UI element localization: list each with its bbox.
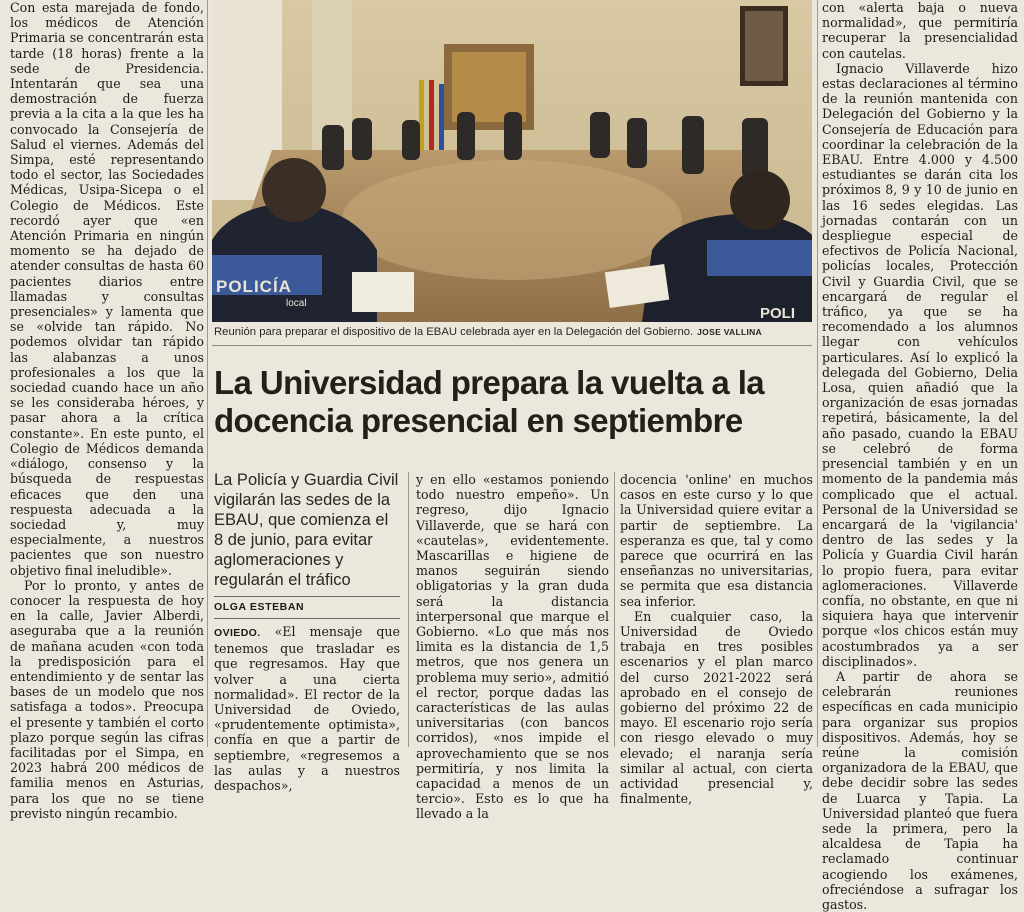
caption-rule <box>212 345 812 346</box>
article-col1-text: «El mensaje que tenemos que trasladar es que regresamos. Hay que volver a una cierta normalidad». El rector de la Universidad de Oviedo, «prudentemente optimista», confía en que a partir de septiembre, «regresemos a las aulas y a nuestros despachos», <box>214 624 400 794</box>
article-col2-paragraph-1: y en ello «estamos poniendo todo nuestro empeño». Un regreso, dijo Ignacio Villaverde, que se hará con «cautelas», evidentemente. Mascarillas e higiene de manos seguirán siendo obligatorias y la gran duda será la distancia interpersonal que marque el Gobierno. «Lo que más nos limita es la distancia de 1,5 metros, que nos genera un problema muy serio», admitió el rector, porque dadas las características de las aulas universitarias (con bancos corridos), «nos impide el aprovechamiento que se nos permitiría, y nos limita la capacidad a menos de un tercio». Esto es lo que ha llevado a la <box>416 472 609 822</box>
column-divider-article-2 <box>614 472 615 747</box>
vest-label-right: POLI <box>760 305 796 322</box>
article-headline: La Universidad prepara la vuelta a la docencia presencial en septiembre <box>214 364 765 439</box>
meeting-room-illustration <box>212 0 812 322</box>
article-subhead: La Policía y Guardia Civil vigilarán las sedes de la EBAU, que comienza el 8 de junio, para evitar aglomeraciones y regularán el tráfico <box>214 471 399 589</box>
left-article-column <box>10 0 204 821</box>
article-column-1 <box>214 624 400 794</box>
article-col3-paragraph-1: docencia 'online' en muchos casos en este curso y lo que la Universidad quiere evitar a partir de septiembre. La esperanza es que, tal y como parece que ocurrirá en las enseñanzas no universitarias, se permita que esa distancia sea inferior. <box>620 472 813 609</box>
article-column-3 <box>620 472 813 807</box>
right-article-column <box>822 0 1018 912</box>
vest-label-left-sub: local <box>286 298 307 309</box>
photo-credit: JOSE VALLINA <box>697 327 762 337</box>
article-col3-paragraph-2: En cualquier caso, la Universidad de Oviedo trabaja en tres posibles escenarios y el plan marco del curso 2021-2022 será aprobado en el consejo de gobierno del próximo 22 de mayo. El escenario rojo sería con riesgo elevado o muy elevado; el naranja sería similar al actual, con cierta actividad presencial y, finalmente, <box>620 608 813 807</box>
column-divider-left <box>207 0 208 747</box>
caption-text: Reunión para preparar el dispositivo de la EBAU celebrada ayer en la Delegación del Gobierno. <box>214 326 694 338</box>
right-paragraph-1: con «alerta baja o nueva normalidad», que permitiría recuperar la presencialidad con cautelas. <box>822 0 1018 61</box>
left-paragraph-1: Con esta marejada de fondo, los médicos de Atención Primaria se concentrarán esta tarde (18 horas) frente a la sede de Presidencia. Intentarán que sea una demostración de fuerza previa a la cita a la que les ha convocado la Consejería de Salud el viernes. Además del Simpa, esté representando todo el sector, las Sociedades Médicas, Usipa-Sicepa o el Colegio de Médicos. Este recordó ayer que «en Atención Primaria en ningún momento se ha dejado de atender consultas de hasta 60 pacientes diarios entre llamadas y consultas presenciales» y lamenta que se «olvide tan rápido. No podemos olvidar tan rápido las alabanzas a unos profesionales a los que la sociedad cuando hace un año se les consideraba héroes, y pasar ahora a la crítica constante». En este punto, el Colegio de Médicos demanda «diálogo, consenso y la búsqueda de respuestas eficaces que den una respuesta adecuada a la sociedad y, muy especialmente, a nuestros pacientes que son nuestro objetivo final ineludible». <box>10 0 204 578</box>
byline-rule-bottom <box>214 618 400 619</box>
news-photo <box>212 0 812 322</box>
column-divider-right <box>817 0 818 747</box>
article-col1-paragraph <box>214 624 400 793</box>
left-paragraph-2: Por lo pronto, y antes de conocer la respuesta de hoy en la calle, Javier Alberdi, aseguraba que a la reunión de mañana acuden «con toda la predisposición para el entendimiento y de sentar las bases de un modelo que nos satisfaga a todos». Preocupa el presente y también el corto plazo porque según las cifras facilitadas por el Simpa, en 2023 habrá 200 médicos de familia menos en Asturias, para los que no se tiene previsto ningún recambio. <box>10 577 204 821</box>
right-paragraph-3: A partir de ahora se celebrarán reuniones específicas en cada municipio para organizar sus propios dispositivos. Además, hoy se reúne la comisión organizadora de la EBAU, que debe decidir sobre las sedes de Luarca y Tapia. La Universidad planteó que fuera sede la primera, pero la alcaldesa de Tapia ha reclamado continuar acogiendo los exámenes, ofreciéndose a sufragar los gastos. <box>822 668 1018 912</box>
byline-rule-top <box>214 596 400 597</box>
column-divider-article-1 <box>408 472 409 747</box>
photo-caption <box>214 326 812 338</box>
vest-label-left: POLICÍA <box>216 277 292 296</box>
right-paragraph-2: Ignacio Villaverde hizo estas declaraciones al término de la reunión mantenida con Delegación del Gobierno y la Consejería de Educación para coordinar la celebración de la EBAU. Entre 4.000 y 4.500 estudiantes se darán cita los próximos 8, 9 y 10 de junio en las 16 sedes elegidas. Las jornadas contarán con un despliegue especial de efectivos de Policía Nacional, policías locales, Protección Civil y Guardia Civil, que se encargará de regular el tráfico, ya que se ha recomendado a los alumnos llegar con vehículos particulares. Así lo explicó la delegada del Gobierno, Delia Losa, quien añadió que la organización de esas jornadas repetirá, básicamente, la del año pasado, cuando la EBAU se celebró de forma presencial también y en un momento de la pandemia más complicado que el actual. Personal de la Universidad se encargará de la 'vigilancia' dentro de las sedes y la Policía y Guardia Civil harán lo propio fuera, para evitar aglomeraciones. Villaverde confía, no obstante, en que ni siquiera haya que intervenir porque «los chicos están muy acostumbrados ya a ser disciplinados». <box>822 60 1018 669</box>
article-byline: OLGA ESTEBAN <box>214 601 305 613</box>
dateline-city: OVIEDO. <box>214 627 261 639</box>
article-column-2 <box>416 472 609 822</box>
